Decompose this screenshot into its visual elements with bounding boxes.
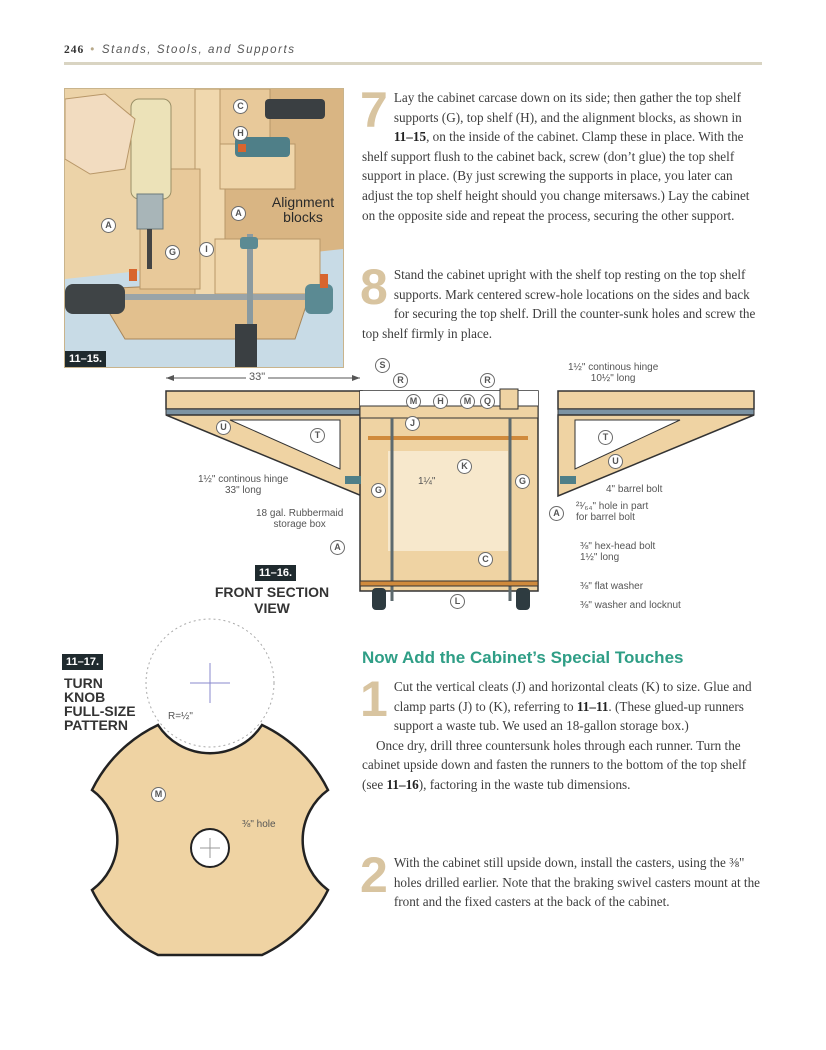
part-label-t-right: T bbox=[598, 430, 613, 445]
hinge-right-line1: 1½" continous hinge bbox=[568, 362, 659, 373]
part-label-c: C bbox=[478, 552, 493, 567]
knob-title-line2: KNOB bbox=[64, 689, 106, 705]
step-8 bbox=[360, 259, 762, 343]
section-heading: Now Add the Cabinet’s Special Touches bbox=[362, 648, 684, 667]
step-8-text: Stand the cabinet upright with the shelf top resting on the top shelf supports. Mark centered screw-hole locations on the sides and back for securing the top shelf. Drill the counter-sunk holes and screw the top shelf firmly in place. bbox=[362, 267, 756, 341]
part-label-g: G bbox=[165, 245, 180, 260]
locknut-label: ⅜" washer and locknut bbox=[580, 600, 681, 611]
hinge-left-label bbox=[198, 474, 288, 496]
page-number: 246 bbox=[64, 44, 85, 56]
barrel-hole-line2: for barrel bolt bbox=[576, 512, 635, 523]
barrel-hole-label bbox=[576, 501, 648, 523]
part-label-c: C bbox=[233, 99, 248, 114]
figure-tag-11-16: 11–16. bbox=[255, 565, 296, 581]
storage-box-line2: storage box bbox=[273, 519, 326, 530]
dimension-1-25: 1¼" bbox=[418, 476, 436, 487]
header-separator: • bbox=[90, 44, 96, 56]
hex-bolt-line1: ⅜" hex-head bolt bbox=[580, 541, 656, 552]
running-header bbox=[64, 44, 296, 56]
hole-label: ⅜" hole bbox=[242, 819, 276, 830]
chapter-title: Stands, Stools, and Supports bbox=[101, 44, 296, 56]
step-7 bbox=[360, 82, 762, 225]
figure-ref-11-11: 11–11 bbox=[576, 698, 609, 714]
part-label-h: H bbox=[433, 394, 448, 409]
figure-tag-11-15: 11–15. bbox=[65, 351, 106, 367]
part-label-m: M bbox=[151, 787, 166, 802]
storage-box-line1: 18 gal. Rubbermaid bbox=[256, 508, 344, 519]
knob-drawing bbox=[60, 615, 360, 970]
part-label-h: H bbox=[233, 126, 248, 141]
part-label-r-right: R bbox=[480, 373, 495, 388]
part-label-a-right: A bbox=[231, 206, 246, 221]
hinge-left-line2: 33" long bbox=[224, 485, 262, 496]
hinge-left-line1: 1½" continous hinge bbox=[198, 474, 289, 485]
alignment-blocks-callout: Alignment blocks bbox=[271, 194, 335, 225]
part-label-i: I bbox=[199, 242, 214, 257]
part-label-m: M bbox=[406, 394, 421, 409]
part-label-q: Q bbox=[480, 394, 495, 409]
figure-tag-11-17: 11–17. bbox=[62, 654, 103, 670]
dimension-33: 33" bbox=[246, 372, 268, 383]
hinge-right-line2: 10½" long bbox=[590, 373, 636, 384]
part-label-a: A bbox=[330, 540, 345, 555]
figure-11-17-knob-pattern bbox=[60, 615, 360, 970]
step-7-text-a: Lay the cabinet carcase down on its side; then gather the top shelf supports (G), top shelf (H), and the alignment blocks, as shown in bbox=[393, 90, 742, 125]
step-1 bbox=[360, 671, 762, 795]
step-2 bbox=[360, 847, 762, 912]
part-label-g-right: G bbox=[515, 474, 530, 489]
part-label-g: G bbox=[371, 483, 386, 498]
part-label-a-right: A bbox=[549, 506, 564, 521]
knob-title-line4: PATTERN bbox=[64, 717, 129, 733]
part-label-s: S bbox=[375, 358, 390, 373]
storage-box-label bbox=[256, 508, 343, 530]
part-label-u: U bbox=[216, 420, 231, 435]
step-number-2: 2 bbox=[360, 847, 388, 903]
step-1-text-a: Cut the vertical cleats (J) and horizontal cleats (K) to size. Glue and clamp parts (J) to (K), referring to bbox=[393, 679, 752, 714]
figure-11-15-illustration bbox=[64, 88, 344, 368]
step-number-1: 1 bbox=[360, 671, 388, 727]
hex-bolt-label bbox=[580, 541, 655, 563]
part-label-r: R bbox=[393, 373, 408, 388]
figure-11-17-title bbox=[64, 676, 136, 732]
part-label-t: T bbox=[310, 428, 325, 443]
figure-11-16-title bbox=[212, 584, 332, 616]
figure-ref-11-16: 11–16 bbox=[386, 776, 419, 792]
knob-title-line1: TURN bbox=[64, 675, 103, 691]
radius-label: R=½" bbox=[168, 711, 193, 722]
barrel-hole-line1: ²¹⁄₆₄" hole in part bbox=[576, 501, 649, 512]
figure-ref-11-15: 11–15 bbox=[393, 129, 427, 145]
step-1-text bbox=[360, 671, 762, 736]
part-label-m-right: M bbox=[460, 394, 475, 409]
fig16-title-line1: FRONT SECTION bbox=[214, 584, 330, 600]
part-label-j: J bbox=[405, 416, 420, 431]
step-1-paragraph-2 bbox=[362, 736, 762, 795]
part-label-k: K bbox=[457, 459, 472, 474]
header-rule bbox=[64, 62, 762, 65]
part-label-a: A bbox=[101, 218, 116, 233]
part-label-u-right: U bbox=[608, 454, 623, 469]
barrel-bolt-label: 4" barrel bolt bbox=[606, 484, 663, 495]
step-number-8: 8 bbox=[360, 259, 388, 315]
knob-title-line3: FULL-SIZE bbox=[64, 703, 136, 719]
hinge-right-label bbox=[568, 362, 658, 384]
flat-washer-label: ⅜" flat washer bbox=[580, 581, 644, 592]
step-7-text-b: , on the inside of the cabinet. Clamp these in place. With the shelf support flush to the cabinet back, screw (don’t glue) the top shelf support in place. (By just screwing the supports in place, you later can adjust the top shelf height should you change mitersaws.) Lay the cabinet on the opposite side and repeat the process, securing the other support. bbox=[362, 129, 750, 223]
step-number-7: 7 bbox=[360, 82, 388, 138]
hex-bolt-line2: 1½" long bbox=[580, 552, 620, 563]
step-1-p2-a: Once dry, drill three countersunk holes through each runner. Turn the cabinet upside down and fasten the runners to the bottom of the top shelf (see bbox=[362, 737, 747, 792]
step-1-p2-b: ), factoring in the waste tub dimensions. bbox=[418, 776, 631, 792]
part-label-l: L bbox=[450, 594, 465, 609]
step-2-text: With the cabinet still upside down, install the casters, using the ⅜" holes drilled earlier. Note that the braking swivel casters mount at the front and the fixed casters at the back of the cabinet. bbox=[393, 855, 761, 910]
fig16-title-line2: VIEW bbox=[254, 600, 290, 616]
step-1-text-b: . (These glued-up runners support a waste tub. We used an 18-gallon storage box.) bbox=[393, 698, 744, 734]
step-7-text bbox=[360, 82, 762, 225]
